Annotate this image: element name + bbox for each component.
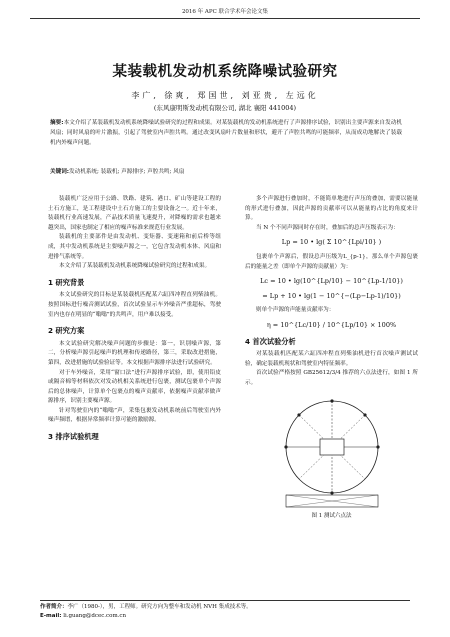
left-column	[48, 195, 221, 446]
section-heading-2: 2 研究方案	[48, 326, 85, 336]
author-list: 李广, 徐爽, 郑国世, 刘亚贵, 左远化	[131, 91, 319, 100]
abstract-text: 本文介绍了某装载机发动机系统降噪试验研究的过程和成果。对某装载机的发动机系统进行了声源排序试验，识别出主要声源来自发动机风扇；同时风扇的叶片激振，引起了驾驶室内声腔共鸣。通过改变风扇叶片数量和形状，避开了声腔共鸣的可能频率，从而成功地解决了装载机内外噪声问题。	[50, 120, 402, 146]
paragraph: 对某装载机匹配某六缸四冲程直列柴油机进行首次噪声测试试验，确定装载机现状和驾驶室内特征频率。	[245, 351, 418, 367]
formula-rate: η = 10^{Lc/10} / 10^{Lp/10} × 100%	[266, 320, 397, 329]
section-heading-4: 4 首次试验分析	[245, 336, 296, 346]
paragraph: 针对驾驶室内的“嗡嗡”声，采集包裹发动机系统前后驾驶室内外噪声频谱，根据异常频率计算可能的激励源。	[48, 407, 221, 424]
figure-caption: 图 1 测试六点法	[311, 512, 352, 519]
paragraph: 首次试验严格按照 GB25612/3/4 推荐的六点法进行，如图 1 所示。	[245, 370, 418, 386]
footnote	[40, 600, 410, 621]
email-label: E-mail:	[40, 613, 62, 619]
email-address: li.guang@dcec.com.cn	[63, 613, 127, 619]
author-bio	[40, 603, 410, 612]
paragraph: 则单个声源的声能量贡献率为：	[256, 307, 335, 314]
paragraph: 当 N 个不同声源同时存在时，叠加后的总声压级表示为：	[256, 224, 399, 231]
paragraph: 包裹单个声源后，假设总声压级为L_{p-1}，那么单个声源包裹后的能量之差（即单个声源的贡献量）为：	[245, 253, 418, 270]
paragraph: 本文试验研究的目标是某装载机匹配某六缸四冲程直列柴油机。按照国标进行噪音测试试验，首次试验显示车外噪音严重超标，驾驶室内也存在明显的“嗡嗡”的共鸣声，用户难以接受。	[48, 292, 221, 318]
section-heading-1: 1 研究背景	[48, 277, 85, 287]
abstract-label: 摘要:	[50, 120, 64, 126]
abstract	[50, 118, 402, 148]
paragraph: 装载机的主要部件是由发动机、变矩器、变速箱和前后桥等组成，其中发动机系统是主要噪声源之一，它包含发动机本体、风扇和进排气系统等。	[48, 234, 221, 260]
formula-total-spl: Lp = 10 • lg( Σ 10^{Lpi/10} )	[281, 238, 382, 247]
paragraph: 多个声源进行叠加时，不能简单地进行声压的叠加，需要以能量的形式进行叠加，因此声源的贡献率可以从能量的占比的角度来计算。	[245, 196, 418, 222]
running-header: 2016 年 APC 联合学术年会论文集	[30, 7, 420, 19]
formula-contribution-2: = Lp + 10 • lg(1 − 10^{−(Lp−Lp-1)/10})	[262, 291, 401, 300]
six-point-diagram	[272, 395, 392, 510]
figure-six-point-method	[272, 395, 392, 510]
paragraph: 本文试验研究解决噪声问题的步骤是：第一，识别噪声源，第二，分析噪声源引起噪声的机理和传递路径，第三，采取改进措施，第四，改进措施的试验验证等。本文根据声源排序法进行试验研究。	[48, 340, 221, 366]
paragraph: 对于车外噪音，采用“窗口法”进行声源排序试验，即，使用铅皮或隔音棉等材料依次对发动机相关系统进行包裹，测试包裹单个声源后的总体噪声，计算单个包裹点的噪声贡献率，依据噪声贡献率做声源排序，识别主要噪声源。	[48, 369, 221, 405]
formula-contribution: Lc = 10 • lg(10^{Lp/10} − 10^{Lp-1/10})	[260, 277, 403, 286]
section-heading-3: 3 排序试验机理	[48, 432, 99, 442]
author-bio-text: 李广（1980-），男，工程师。研究方向为整车和发动机 NVH 集成技术等。	[67, 604, 252, 610]
author-bio-label: 作者简介：	[40, 604, 68, 610]
right-column	[245, 195, 418, 521]
keywords	[50, 167, 402, 175]
affiliation: (东风康明斯发动机有限公司, 湖北 襄阳 441004)	[153, 104, 297, 112]
paragraph: 装载机广泛应用于公路、铁路、建筑、港口、矿山等建设工程的土石方施工，是工程建设中土石方施工的主要设备之一。近十年来，装载机行业高速发展，产品技术质量飞速提升，对降噪的需求也越来越突出，国家也制定了相应的噪声标准来规范行业发展。	[48, 196, 221, 231]
paragraph: 本文介绍了某装载机发动机系统降噪试验研究的过程和成果。	[59, 263, 211, 270]
paper-title: 某装载机发动机系统降噪试验研究	[112, 64, 338, 80]
keywords-label: 关键词:	[50, 169, 70, 175]
email-line	[40, 612, 410, 621]
keywords-text: 发动机系统; 装载机; 声源排序; 声腔共鸣; 风扇	[69, 169, 185, 175]
